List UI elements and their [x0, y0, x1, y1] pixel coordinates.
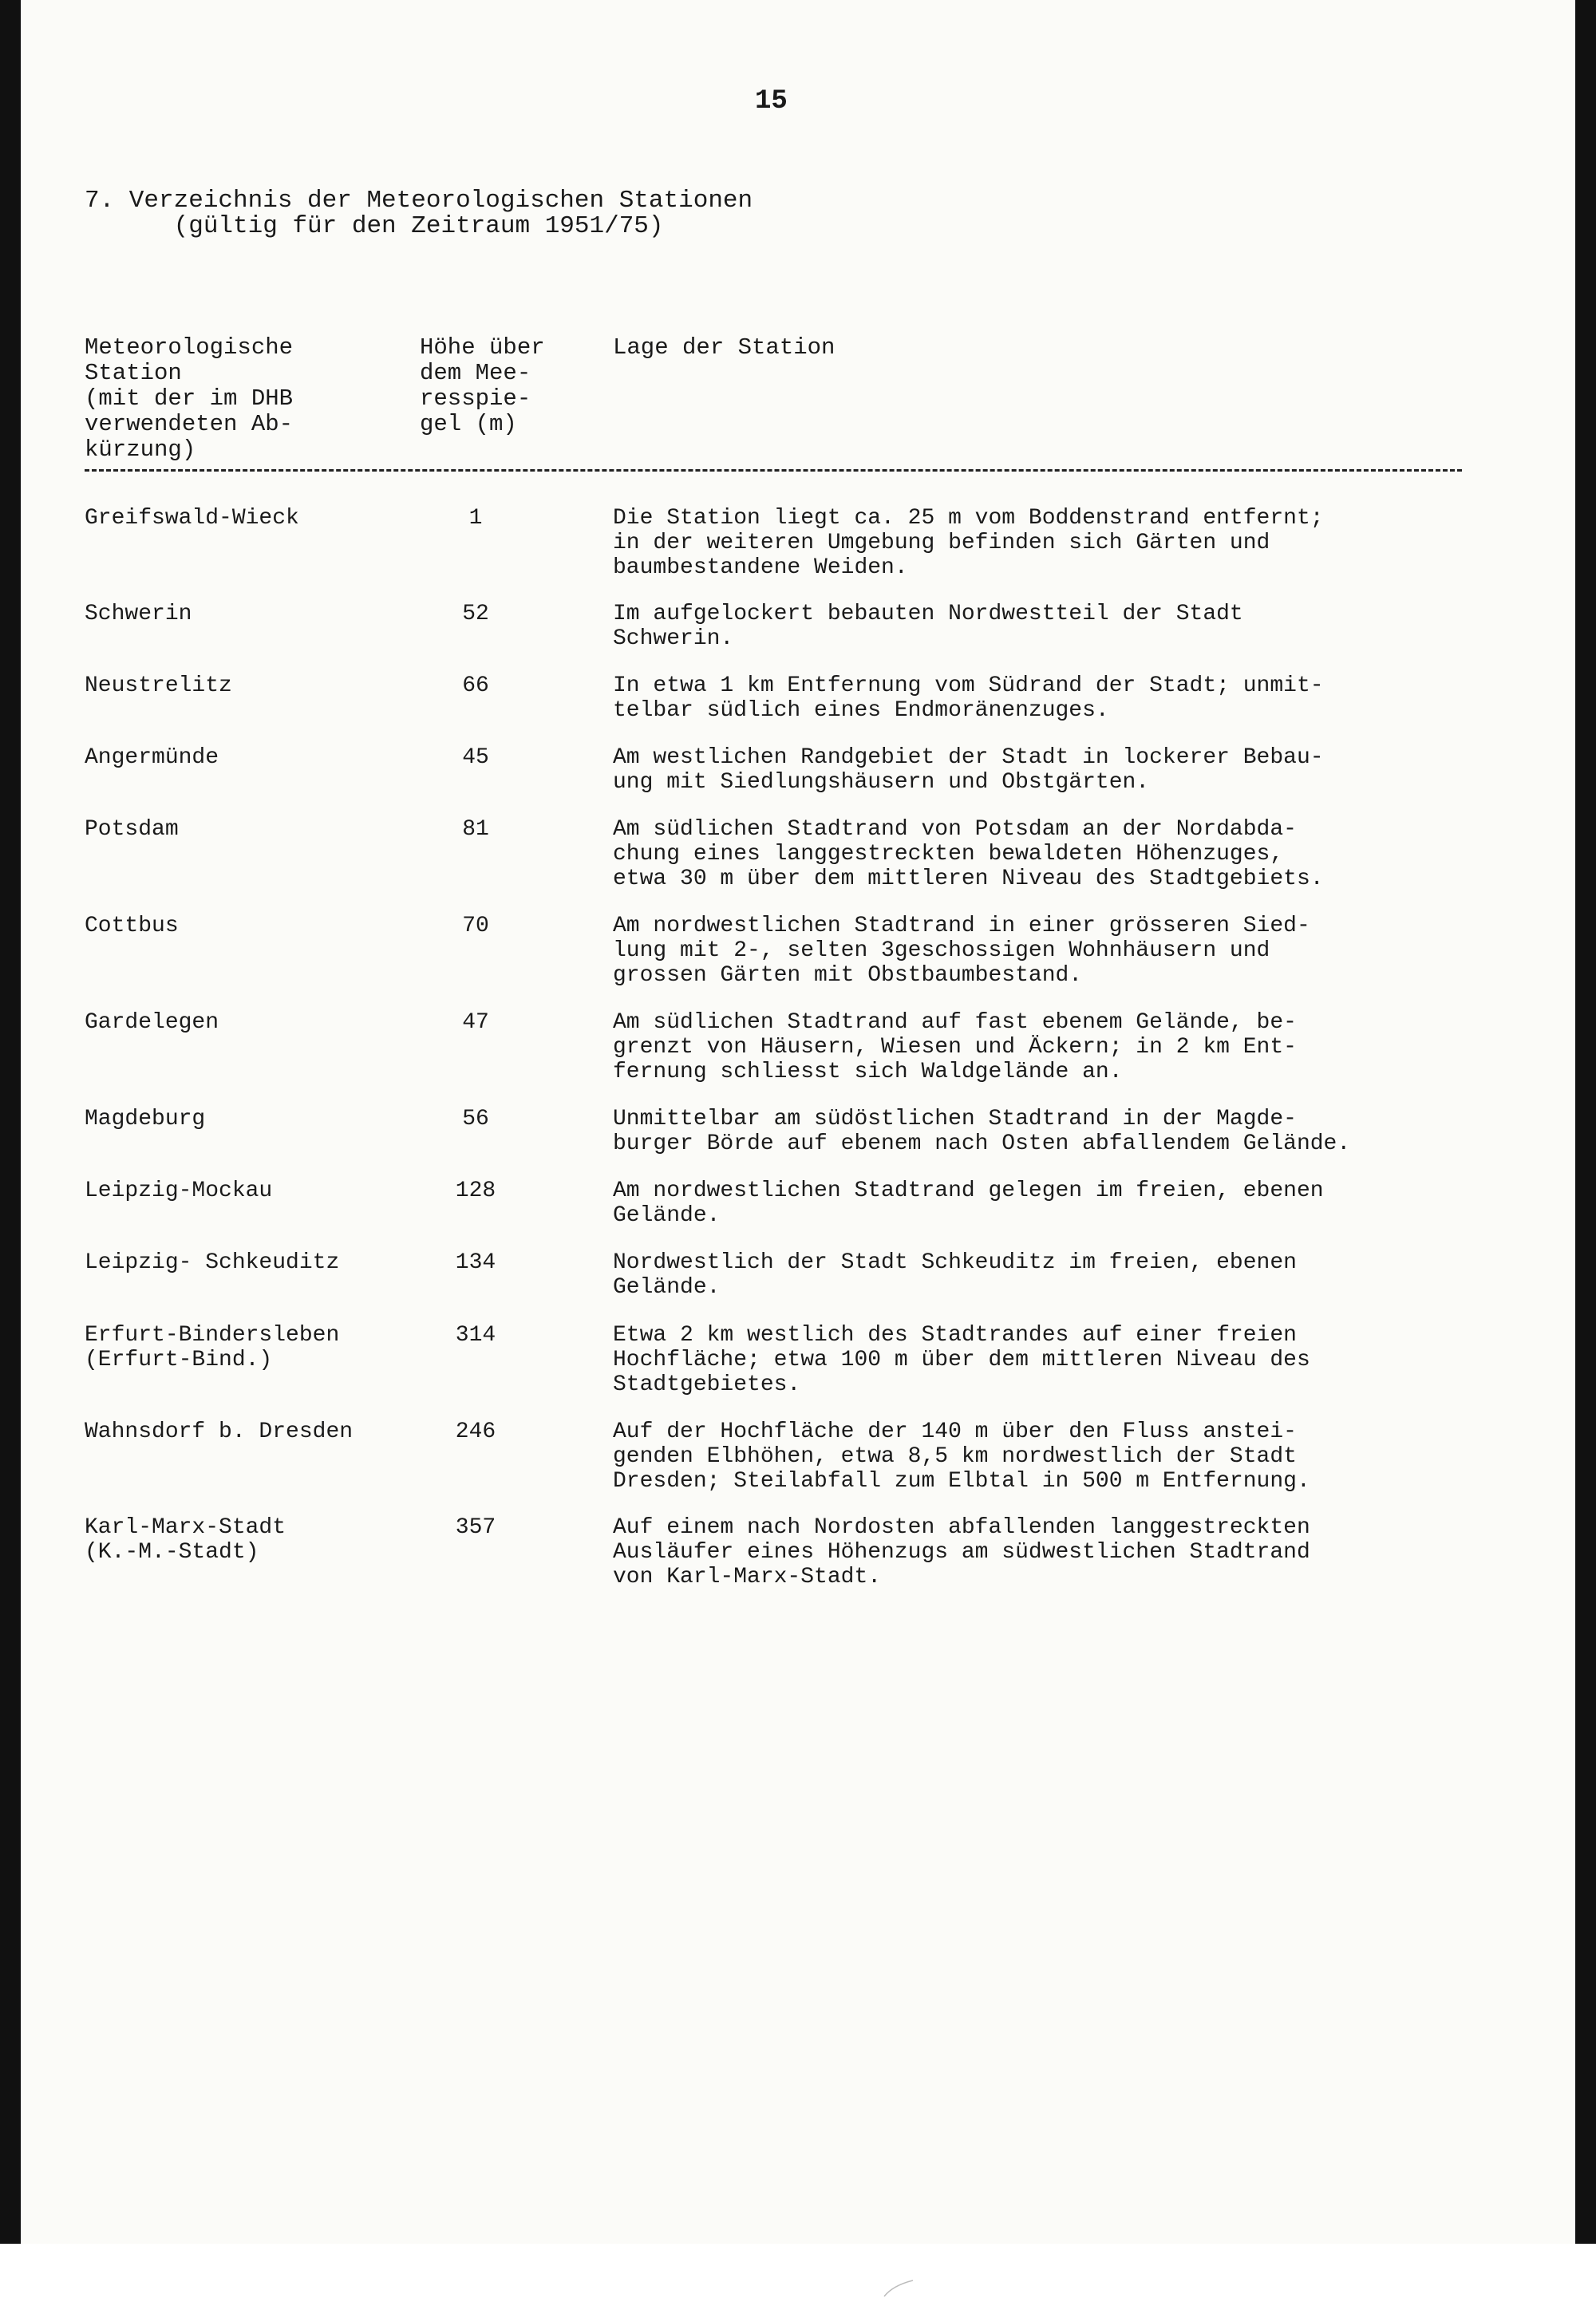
station-name: Magdeburg — [85, 1107, 206, 1131]
column-header-location: Lage der Station — [613, 334, 836, 361]
station-height: 56 — [462, 1107, 489, 1131]
station-description: Am südlichen Stadtrand auf fast ebenem Gelände, be- grenzt von Häusern, Wiesen und Äckern; in 2 km Ent- fernung schliesst sich Waldgelände an. — [613, 1010, 1297, 1084]
station-height: 52 — [462, 602, 489, 626]
station-name: Leipzig- Schkeuditz — [85, 1250, 340, 1275]
station-description: Auf einem nach Nordosten abfallenden langgestreckten Ausläufer eines Höhenzugs am südwestlichen Stadtrand von Karl-Marx-Stadt. — [613, 1515, 1310, 1589]
station-height: 246 — [455, 1419, 496, 1444]
station-height: 81 — [462, 817, 489, 842]
column-header-height: Höhe über dem Mee- resspie- gel (m) — [420, 334, 545, 437]
station-height: 47 — [462, 1010, 489, 1035]
station-description: Am westlichen Randgebiet der Stadt in lockerer Bebau- ung mit Siedlungshäusern und Obstgärten. — [613, 745, 1324, 795]
station-description: Am nordwestlichen Stadtrand gelegen im freien, ebenen Gelände. — [613, 1179, 1324, 1228]
station-name: Greifswald-Wieck — [85, 506, 299, 531]
station-description: Am südlichen Stadtrand von Potsdam an der Nordabda- chung eines langgestreckten bewaldeten Höhenzuges, etwa 30 m über dem mittleren Niveau des Stadtgebiets. — [613, 817, 1324, 891]
station-name: Wahnsdorf b. Dresden — [85, 1419, 354, 1444]
station-name: Karl-Marx-Stadt (K.-M.-Stadt) — [85, 1515, 286, 1565]
station-height: 45 — [462, 745, 489, 770]
station-name: Angermünde — [85, 745, 219, 770]
station-height: 128 — [455, 1179, 496, 1203]
station-height: 134 — [455, 1250, 496, 1275]
station-height: 70 — [462, 914, 489, 938]
station-description: Am nordwestlichen Stadtrand in einer grösseren Sied- lung mit 2-, selten 3geschossigen Wohnhäusern und grossen Gärten mit Obstbaumbestand. — [613, 914, 1310, 988]
station-description: Auf der Hochfläche der 140 m über den Fluss anstei- genden Elbhöhen, etwa 8,5 km nordwestlich der Stadt Dresden; Steilabfall zum Elbtal in 500 m Entfernung. — [613, 1419, 1310, 1494]
column-header-station: Meteorologische Station (mit der im DHB verwendeten Ab- kürzung) — [85, 334, 294, 463]
station-name: Schwerin — [85, 602, 192, 626]
station-name: Leipzig-Mockau — [85, 1179, 273, 1203]
station-name: Erfurt-Bindersleben (Erfurt-Bind.) — [85, 1323, 340, 1372]
header-divider — [85, 469, 1462, 472]
station-description: Die Station liegt ca. 25 m vom Boddenstrand entfernt; in der weiteren Umgebung befinden sich Gärten und baumbestandene Weiden. — [613, 506, 1324, 580]
station-description: Nordwestlich der Stadt Schkeuditz im freien, ebenen Gelände. — [613, 1250, 1297, 1300]
station-height: 66 — [462, 673, 489, 698]
station-description: In etwa 1 km Entfernung vom Südrand der Stadt; unmit- telbar südlich eines Endmoränenzuges. — [613, 673, 1324, 723]
station-name: Potsdam — [85, 817, 179, 842]
station-name: Cottbus — [85, 914, 179, 938]
station-description: Etwa 2 km westlich des Stadtrandes auf einer freien Hochfläche; etwa 100 m über dem mittleren Niveau des Stadtgebietes. — [613, 1323, 1310, 1397]
station-description: Unmittelbar am südöstlichen Stadtrand in der Magde- burger Börde auf ebenem nach Osten abfallendem Gelände. — [613, 1107, 1351, 1156]
station-height: 1 — [468, 506, 483, 531]
station-height: 314 — [455, 1323, 496, 1348]
section-title-line-2: (gültig für den Zeitraum 1951/75) — [85, 212, 664, 240]
station-name: Gardelegen — [85, 1010, 219, 1035]
section-title — [85, 188, 753, 239]
station-description: Im aufgelockert bebauten Nordwestteil der Stadt Schwerin. — [613, 602, 1243, 651]
pencil-scribble-icon — [883, 2266, 915, 2298]
page-number: 15 — [755, 86, 788, 116]
station-name: Neustrelitz — [85, 673, 232, 698]
station-height: 357 — [455, 1515, 496, 1540]
section-title-line-1: 7. Verzeichnis der Meteorologischen Stationen — [85, 187, 753, 215]
